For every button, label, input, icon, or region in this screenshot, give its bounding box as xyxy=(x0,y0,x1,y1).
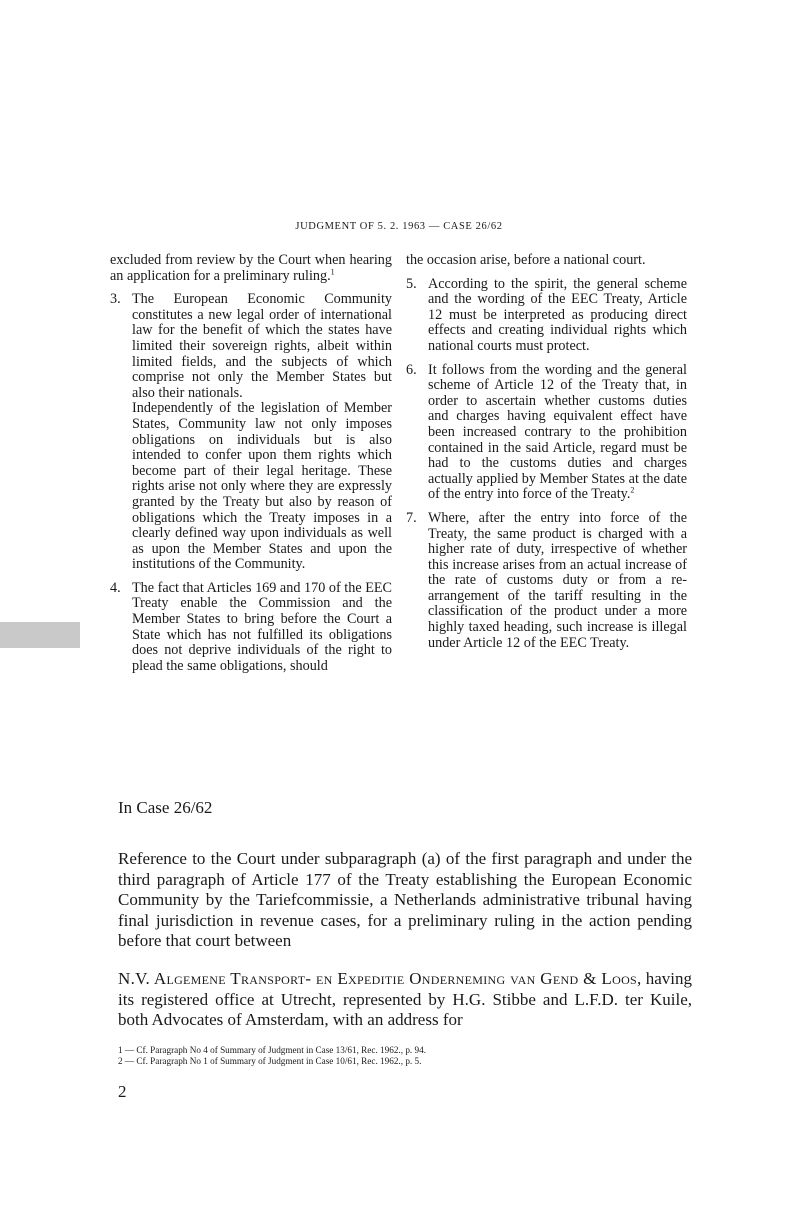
reference-paragraph: Reference to the Court under subparagraph (a) of the first paragraph and under the third paragraph of Article 177 of the Treaty establishing the European Economic Community by the Tariefcommissie, a Netherlands administrative tribunal having final jurisdiction in revenue cases, for a preliminary ruling in the action pending before that court between xyxy=(118,849,692,951)
summary-item-3 xyxy=(110,292,392,573)
item-number: 7. xyxy=(406,509,417,526)
item-number: 6. xyxy=(406,361,417,378)
summary-item-7 xyxy=(406,511,687,651)
case-number-line: In Case 26/62 xyxy=(118,798,213,817)
item-number: 3. xyxy=(110,291,121,308)
item-3-part-1: The European Economic Community constitutes a new legal order of international law for the benefit of which the states have limited their sovereign rights, albeit within limited fields, and the subjects of which comprise not only the Member States but also their nationals. xyxy=(132,291,392,401)
item-7-text: Where, after the entry into force of the Treaty, the same product is charged with a higher rate of duty, irrespective of whether this increase arises from an actual increase of the rate of customs duty or from a rearrangement of the tariff resulting in the classification of the product under a more highly taxed heading, such increase is illegal under Article 12 of the EEC Treaty. xyxy=(428,509,687,651)
right-column xyxy=(406,253,687,651)
applicant-details: , having its registered office at Utrecht, represented by H.G. Stibbe and L.F.D. ter Kuile, both Advocates of Amsterdam, with an address for xyxy=(118,969,692,1030)
summary-item-6 xyxy=(406,363,687,503)
summary-item-5 xyxy=(406,277,687,355)
page-edge-tab xyxy=(0,622,80,648)
left-column xyxy=(110,253,392,674)
left-continuation-paragraph: excluded from review by the Court when hearing an application for a preliminary ruling.$^1$ xyxy=(110,252,392,284)
item-3-part-2: Independently of the legislation of Member States, Community law not only imposes obligations on individuals but is also intended to confer upon them rights which become part of their legal heritage. These rights arise not only where they are expressly granted by the Treaty but also by reason of obligations which the Treaty imposes in a clearly defined way upon individuals as well as upon the Member States and upon the institutions of the Community. xyxy=(132,400,392,573)
item-number: 4. xyxy=(110,579,121,596)
footnotes xyxy=(118,1045,678,1066)
summary-item-4 xyxy=(110,581,392,675)
parties-paragraph xyxy=(118,969,692,1031)
footnote-2: 2 — Cf. Paragraph No 1 of Summary of Judgment in Case 10/61, Rec. 1962., p. 5. xyxy=(118,1055,422,1066)
footnote-ref-2: 2 xyxy=(630,485,635,495)
footnote-1: 1 — Cf. Paragraph No 4 of Summary of Judgment in Case 13/61, Rec. 1962., p. 94. xyxy=(118,1045,426,1055)
running-header: JUDGMENT OF 5. 2. 1963 — CASE 26/62 xyxy=(295,221,503,232)
footnote-ref-1: 1 xyxy=(330,266,335,276)
page-number: 2 xyxy=(118,1082,127,1101)
item-5-text: According to the spirit, the general scheme and the wording of the EEC Treaty, Article 12 must be interpreted as producing direct effects and creating individual rights which national courts must protect. xyxy=(428,275,687,354)
right-continuation-paragraph: the occasion arise, before a national court. xyxy=(406,252,646,268)
item-6-text: It follows from the wording and the general scheme of Article 12 of the Treaty that, in order to ascertain whether customs duties and charges having equivalent effect have been increased contrary to the prohibition contained in the said Article, regard must be had to the customs duties and charges actually applied by Member States at the date of the entry into force of the Treaty.$^2$ xyxy=(428,361,687,503)
item-4-text: The fact that Articles 169 and 170 of the EEC Treaty enable the Commission and the Member States to bring before the Court a State which has not fulfilled its obligations does not deprive individuals of the right to plead the same obligations, should xyxy=(132,579,392,674)
item-number: 5. xyxy=(406,275,417,292)
applicant-name: N.V. Algemene Transport- en Expeditie Onderneming van Gend & Loos xyxy=(118,969,638,988)
